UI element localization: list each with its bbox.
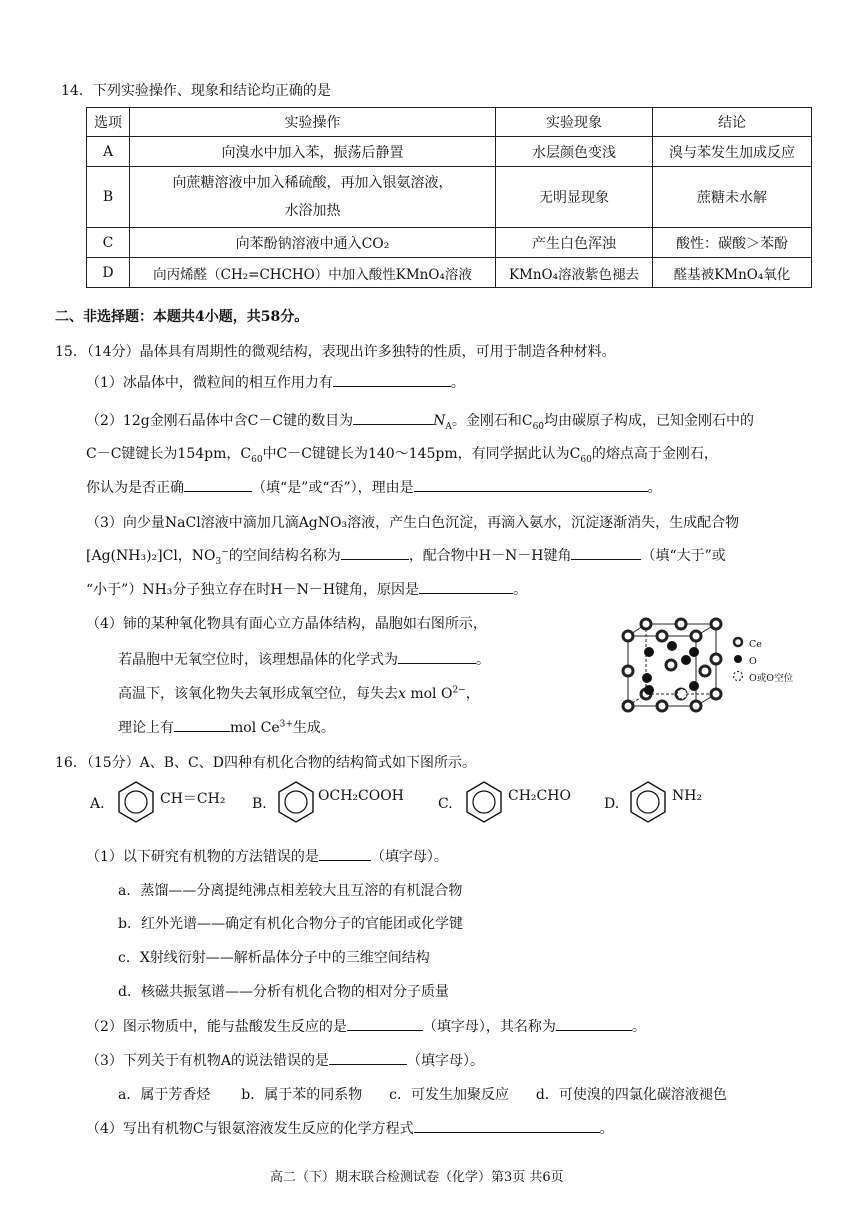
text: 你认为是否正确 bbox=[86, 480, 184, 496]
text: （4）写出有机物C与银氨溶液发生反应的化学方程式 bbox=[86, 1121, 414, 1137]
oxygen-vacancy bbox=[677, 689, 687, 699]
text: mol Ce bbox=[230, 720, 280, 736]
q16-part3-options bbox=[118, 1084, 727, 1104]
subscript: 60 bbox=[580, 454, 592, 465]
text: （1）以下研究有机物的方法错误的是 bbox=[86, 849, 319, 865]
operation-cell: 向溴水中加入苯，振荡后静置 bbox=[130, 137, 496, 167]
text: ， bbox=[465, 686, 480, 702]
q15-part3-line3 bbox=[86, 579, 527, 599]
q15-part1-text: （1）冰晶体中，微粒间的相互作用力有 bbox=[86, 375, 333, 391]
answer-blank[interactable] bbox=[419, 579, 513, 594]
text: （2）图示物质中，能与盐酸发生反应的是 bbox=[86, 1019, 347, 1035]
option: d．可使溴的四氯化碳溶液褪色 bbox=[535, 1087, 727, 1103]
answer-blank[interactable] bbox=[341, 545, 409, 560]
q15-part1-end: 。 bbox=[450, 375, 465, 391]
na-symbol: N bbox=[433, 413, 446, 429]
text: 。 bbox=[599, 1121, 614, 1137]
legend-markers bbox=[732, 636, 746, 686]
struct-a-substituent: CH＝CH₂ bbox=[160, 791, 226, 807]
subscript: 3 bbox=[215, 556, 222, 567]
superscript: − bbox=[221, 547, 229, 558]
text: 中C－C键键长为140～145pm，有同学据此认为C bbox=[262, 446, 581, 462]
table-row bbox=[87, 137, 812, 167]
text: （填字母）。 bbox=[407, 1053, 485, 1069]
text: “小于”）NH₃分子独立存在时H－N－H键角，原因是 bbox=[86, 582, 420, 598]
q15-part4-line1: （4）铈的某种氧化物具有面心立方晶体结构，晶胞如右图所示， bbox=[86, 616, 487, 632]
legend-o: O bbox=[749, 656, 757, 667]
operation-line: 向蔗糖溶液中加入稀硫酸，再加入银氨溶液， bbox=[172, 175, 453, 191]
superscript: 3+ bbox=[279, 719, 293, 730]
answer-blank[interactable] bbox=[414, 1118, 600, 1133]
text: 。 bbox=[631, 1019, 646, 1035]
text: （填“大于”或 bbox=[641, 548, 726, 564]
q15-part1 bbox=[86, 372, 465, 392]
variable-x: x bbox=[398, 686, 406, 702]
answer-blank[interactable] bbox=[329, 1050, 407, 1065]
struct-c-substituent: CH₂CHO bbox=[508, 788, 571, 804]
answer-blank[interactable] bbox=[319, 846, 371, 861]
legend-vacancy: O或O空位 bbox=[749, 673, 794, 684]
q15-stem: 15．（14分）晶体具有周期性的微观结构，表现出许多独特的性质，可用于制造各种材料。 bbox=[55, 344, 616, 360]
operation-cell: 向苯酚钠溶液中通入CO₂ bbox=[130, 228, 496, 258]
answer-blank[interactable] bbox=[398, 649, 476, 664]
answer-blank[interactable] bbox=[556, 1016, 632, 1031]
text: 。 bbox=[476, 652, 490, 668]
struct-c-label: C. bbox=[438, 796, 453, 812]
answer-blank[interactable] bbox=[333, 372, 451, 387]
table-row bbox=[87, 228, 812, 258]
subscript: 60 bbox=[532, 421, 545, 432]
q16-part1-option: b．红外光谱——确定有机化合物分子的官能团或化学键 bbox=[118, 916, 463, 932]
q16-stem: 16．（15分）A、B、C、D四种有机化合物的结构简式如下图所示。 bbox=[55, 755, 476, 771]
text: 。 bbox=[513, 582, 528, 598]
option-cell: C bbox=[87, 228, 130, 258]
benzene-ring-icon bbox=[624, 778, 672, 826]
text: （填字母）。 bbox=[370, 849, 448, 865]
option-cell: D bbox=[87, 258, 130, 288]
q16-part1 bbox=[86, 846, 448, 866]
q15-part2-line3 bbox=[86, 477, 662, 497]
text: 生成。 bbox=[292, 720, 335, 736]
q16-part1-option: a．蒸馏——分离提纯沸点相差较大且互溶的有机混合物 bbox=[118, 883, 463, 899]
section-heading: 二、非选择题：本题共4小题，共58分。 bbox=[55, 309, 309, 325]
option: a．属于芳香烃 bbox=[118, 1087, 211, 1103]
phenomenon-cell: 无明显现象 bbox=[496, 167, 653, 228]
struct-a-label: A. bbox=[90, 796, 105, 812]
struct-d-substituent: NH₂ bbox=[672, 788, 703, 804]
answer-blank[interactable] bbox=[184, 477, 252, 492]
text: ，配合物中H－N－H键角 bbox=[408, 548, 572, 564]
table-header: 选项 bbox=[87, 108, 130, 137]
q15-part4-line4 bbox=[118, 717, 335, 737]
text: （3）下列关于有机物A的说法错误的是 bbox=[86, 1053, 330, 1069]
phenomenon-cell: KMnO₄溶液紫色褪去 bbox=[496, 258, 653, 288]
text: 若晶胞中无氧空位时，该理想晶体的化学式为 bbox=[118, 652, 398, 668]
operation-cell bbox=[130, 167, 496, 228]
q16-part3 bbox=[86, 1050, 484, 1070]
option-cell: B bbox=[87, 167, 130, 228]
table-header: 结论 bbox=[653, 108, 812, 137]
text: 理论上有 bbox=[118, 720, 174, 736]
text: 。 bbox=[647, 480, 662, 496]
text: 高温下，该氧化物失去氧形成氧空位，每失去 bbox=[118, 686, 398, 702]
text: （填字母），其名称为 bbox=[422, 1019, 556, 1035]
phenomenon-cell: 产生白色浑浊 bbox=[496, 228, 653, 258]
legend-ce: Ce bbox=[749, 639, 762, 650]
table-header: 实验操作 bbox=[130, 108, 496, 137]
text: （填“是”或“否”），理由是 bbox=[252, 480, 414, 496]
conclusion-cell: 酸性：碳酸＞苯酚 bbox=[653, 228, 812, 258]
answer-blank[interactable] bbox=[347, 1016, 423, 1031]
struct-d-label: D. bbox=[604, 796, 620, 812]
struct-b-substituent: OCH₂COOH bbox=[318, 788, 404, 804]
q16-part1-option: c．X射线衍射——解析晶体分子中的三维空间结构 bbox=[118, 950, 430, 966]
table-row bbox=[87, 167, 812, 228]
option: c．可发生加聚反应 bbox=[389, 1087, 509, 1103]
operation-cell: 向丙烯醛（CH₂=CHCHO）中加入酸性KMnO₄溶液 bbox=[130, 258, 496, 288]
text: 的熔点高于金刚石， bbox=[591, 446, 718, 462]
q14-stem: 14．下列实验操作、现象和结论均正确的是 bbox=[61, 83, 331, 99]
crystal-legend bbox=[749, 636, 793, 687]
conclusion-cell: 溴与苯发生加成反应 bbox=[653, 137, 812, 167]
table-header-row bbox=[87, 108, 812, 137]
text: 均由碳原子构成，已知金刚石中的 bbox=[544, 413, 755, 429]
text: C－C键键长为154pm，C bbox=[86, 446, 252, 462]
text: （2）12g金刚石晶体中含C－C键的数目为 bbox=[86, 413, 354, 429]
q15-part2-line1 bbox=[86, 410, 754, 432]
answer-blank[interactable] bbox=[174, 717, 230, 732]
operation-line: 水浴加热 bbox=[284, 203, 341, 219]
q16-part1-option: d．核磁共振氢谱——分析有机化合物的相对分子质量 bbox=[118, 984, 449, 1000]
ce-atoms bbox=[623, 619, 721, 711]
struct-b-label: B. bbox=[252, 796, 267, 812]
option: b．属于苯的同系物 bbox=[241, 1087, 363, 1103]
q15-part2-line2 bbox=[86, 443, 718, 465]
answer-blank[interactable] bbox=[353, 410, 433, 425]
table-row bbox=[87, 258, 812, 288]
benzene-ring-icon bbox=[112, 778, 160, 826]
phenomenon-cell: 水层颜色变浅 bbox=[496, 137, 653, 167]
text: 。金刚石和C bbox=[451, 413, 533, 429]
option-cell: A bbox=[87, 137, 130, 167]
q16-part2 bbox=[86, 1016, 646, 1036]
q16-part4 bbox=[86, 1118, 614, 1138]
table-header: 实验现象 bbox=[496, 108, 653, 137]
crystal-cell-diagram bbox=[616, 616, 728, 726]
answer-blank[interactable] bbox=[414, 477, 648, 492]
superscript: 2− bbox=[452, 685, 466, 696]
q15-part3-line1: （3）向少量NaCl溶液中滴加几滴AgNO₃溶液，产生白色沉淀，再滴入氨水，沉淀逐渐消失，生成配合物 bbox=[86, 515, 740, 531]
q15-part3-line2 bbox=[86, 545, 726, 567]
q15-part4-line3 bbox=[118, 683, 480, 703]
page-footer: 高二（下）期末联合检测试卷（化学）第3页 共6页 bbox=[270, 1170, 564, 1185]
text: 的空间结构名称为 bbox=[228, 548, 341, 564]
text: [Ag(NH₃)₂]Cl，NO bbox=[86, 548, 216, 564]
text: mol O bbox=[405, 686, 453, 702]
subscript: 60 bbox=[251, 454, 263, 465]
experiment-table bbox=[86, 107, 812, 288]
conclusion-cell: 醛基被KMnO₄氧化 bbox=[653, 258, 812, 288]
q15-part4-line2 bbox=[118, 649, 490, 669]
na-subscript: A bbox=[445, 421, 452, 432]
answer-blank[interactable] bbox=[571, 545, 641, 560]
conclusion-cell: 蔗糖未水解 bbox=[653, 167, 812, 228]
benzene-ring-icon bbox=[272, 778, 320, 826]
benzene-ring-icon bbox=[460, 778, 508, 826]
